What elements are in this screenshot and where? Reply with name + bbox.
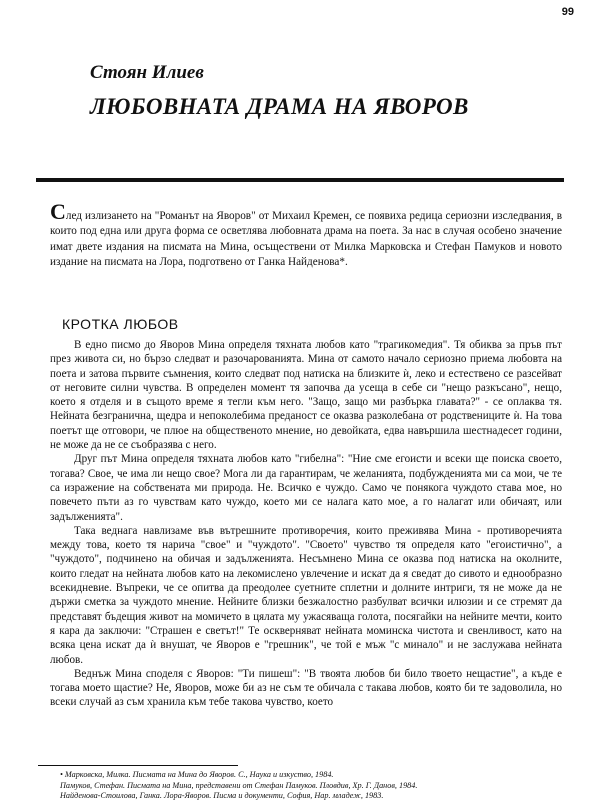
section-heading: КРОТКА ЛЮБОВ	[62, 316, 179, 332]
footnote-divider	[38, 765, 238, 766]
footnote: Памуков, Стефан. Писмата на Мина, представени от Стефан Памуков. Пловдив, Хр. Г. Данов, 1984.	[60, 780, 418, 790]
body-paragraph: Така веднага навлизаме във вътрешните противоречия, които преживява Мина - противоречията между това, което тя нарича "свое" и "чуждото". "Своето" чувство тя определя като "егоистично", а "чуждото", подчинено на обичая и задълженията. Несъмнено Мина се оказва под натиска на околните, които гледат на нейната любов като на лекомислено увлечение и искат да я сведат до сивото и еднообразно всекидневие. Въпреки, че се опитва да преодолее суетните сплетни и долните интриги, тя не може да не държи сметка за чуждото мнение. Нейните близки безжалостно разбулват всички илюзии и се стремят да представят бъдещия живот на момичето в цялата му ужасяваща голота, посягайки на нейните мечти, които я кара да заключи: "Страшен е светът!" Те оскверняват нейната моминска чистота и свенливост, като на всяка цена искат да ѝ внушат, че Яворов е "грешник", че той е мъж "с минало" и не заслужава нейната любов.	[50, 524, 562, 666]
footnotes	[60, 770, 562, 802]
body-paragraph: Друг път Мина определя тяхната любов като "гибелна": "Ние сме егоисти и всеки ще поиска своето, тогава? Свое, че има ли нещо свое? Мога ли да гарантирам, че желанията, подбужденията ми са мои, че те са изражение на собствената ми природа. Не. Всичко е чуждо. Само че понякога чуждото става мое, но повечето пъти аз го чувствам като чуждо, което ми се налага като мое, а го налагат или обичаят, или задълженията".	[50, 453, 562, 523]
intro-paragraph	[50, 199, 562, 271]
body-text	[50, 338, 562, 710]
title-divider	[36, 178, 564, 182]
drop-cap: С	[50, 199, 66, 224]
page-number: 99	[561, 6, 574, 18]
footnote: Найденова-Стоилова, Ганка. Лора-Яворов. Писма и документи, София, Нар. младеж, 1983.	[60, 791, 384, 801]
footnote: • Марковска, Милка. Писмата на Мина до Яворов. С., Наука и изкуство, 1984.	[60, 770, 334, 779]
intro-text: лед излизането на "Романът на Яворов" от Михаил Кремен, се появиха редица сериозни изследвания, в които под една или друга форма се осветлява любовната драма на поета. За нас в случая особено значение имат двете издания на писмата на Мина, осъществени от Милка Марковска и Стефан Памуков и новото издание на писмата на Лора, подготвено от Ганка Найденова*.	[50, 210, 562, 269]
body-paragraph: Веднъж Мина споделя с Яворов: "Ти пишеш": "В твоята любов би било твоето нещастие", а къде е тогава моето щастие? Не, Яворов, може би аз не съм те обичала с такава любов, която би те задоволила, но всеки случай аз съм хранила към тебе такова чувство, което	[50, 667, 562, 709]
article-title: ЛЮБОВНАТА ДРАМА НА ЯВОРОВ	[90, 94, 469, 119]
body-paragraph: В едно писмо до Яворов Мина определя тяхната любов като "трагикомедия". Тя обиква за пръв път през живота си, но бързо следват и разочарованията. Мина от самото начало сериозно приема любовта на поета и затова първите съмнения, които следват под натиска на близките ѝ, леко и естествено се разсейват от неговите силни чувства. В определен момент тя започва да усеща в себе си "нещо разкъсано", нещо, което я отделя и в същото време я тегли към него. "Защо, защо ми разбърка главата?" - се оплаква тя. Нейната безгранична, щедра и непоколебима преданост се оказва разколебана от родствениците ѝ. На това поетът ще отговори, че плюе на общественото мнение, но девойката, едва навършила шестнадесет години, не може да не се съобразява с него.	[50, 339, 562, 452]
author-name: Стоян Илиев	[90, 62, 204, 83]
